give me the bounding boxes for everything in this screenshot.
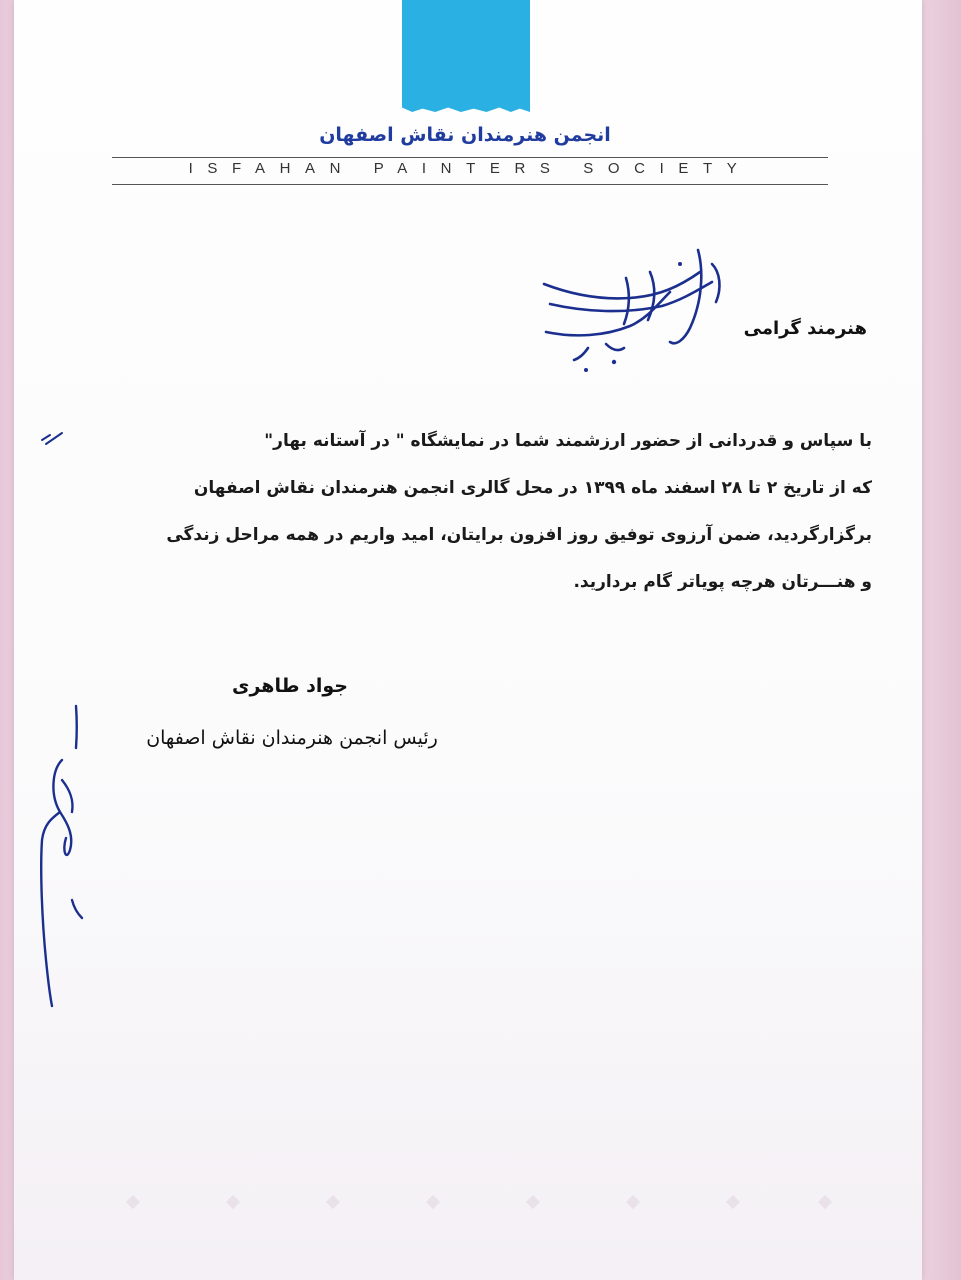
body-line: و هنـــرتان هرچه پویاتر گام بردارید. [573, 572, 872, 592]
decorative-dot-pattern [120, 1185, 840, 1225]
society-logo [402, 0, 530, 112]
body-line: برگزارگردید، ضمن آرزوی توفیق روز افزون برایتان، امید واریم در همه مراحل زندگی [166, 525, 872, 545]
header-rule-bottom [112, 184, 828, 185]
body-line: با سپاس و قدردانی از حضور ارزشمند شما در نمایشگاه " در آستانه بهار" [264, 431, 872, 451]
handwritten-signature [32, 700, 92, 1020]
header-rule-top [112, 157, 828, 158]
letter-paper [14, 0, 922, 1280]
org-name-persian: انجمن هنرمندان نقاش اصفهان [319, 124, 611, 146]
handwritten-tick-mark [40, 430, 66, 446]
letter-body [82, 418, 872, 606]
signer-name: جواد طاهری [232, 675, 348, 697]
salutation: هنرمند گرامی [743, 318, 867, 339]
body-line: که از تاریخ ۲ تا ۲۸ اسفند ماه ۱۳۹۹ در محل گالری انجمن هنرمندان نقاش اصفهان [193, 478, 872, 498]
recipient-handwritten-name [530, 242, 730, 377]
signer-title: رئیس انجمن هنرمندان نقاش اصفهان [146, 727, 438, 749]
org-name-english: ISFAHAN PAINTERS SOCIETY [188, 160, 752, 177]
